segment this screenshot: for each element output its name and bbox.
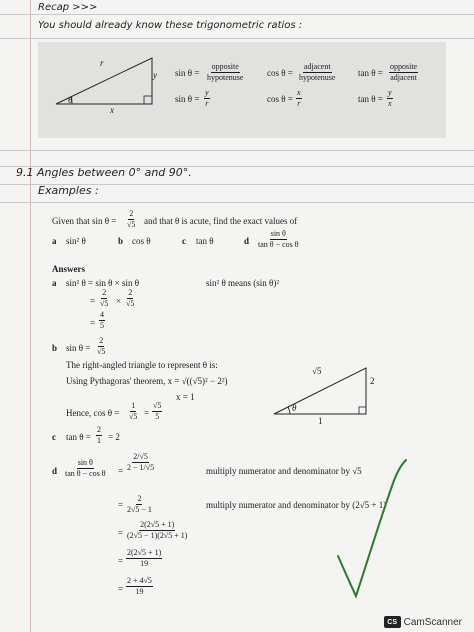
ratio-tan-fraction: opposite adjacent [390,62,418,82]
answer-c-result: = 2 [108,432,120,442]
question-sin-fraction: $\frac{2}{√5}$ [127,209,136,229]
answer-b-frac3: $\frac{√5}{5}$ [153,401,162,421]
examples-heading: Examples : [38,184,99,197]
triangle-theta-label: θ [68,95,73,105]
answer-d-step1: $\frac{2/√5}{2 - 1/√5}$ [127,452,155,472]
ruled-line [0,38,474,39]
ratio-cos-xy-fraction: $\frac{x}{r}$ [297,88,301,108]
answer-d-eq1: = [118,466,124,476]
triangle-y-label: y [153,70,157,80]
question-text: and that θ is acute, find the exact values of [144,216,298,226]
answer-b-eq: = [144,408,150,418]
check-mark-icon [330,456,410,606]
answer-b-frac2: $\frac{1}{√5}$ [129,401,138,421]
answer-d-eq3: = [118,528,124,538]
answer-a-letter: a [52,278,57,288]
part-b-letter: b [118,236,124,246]
part-d-fraction: $\frac{\text{sin θ}}{\text{tan θ − cos θ}}$ [258,229,299,249]
part-c-letter: c [182,236,186,246]
answer-c-frac: $\frac{2}{1}$ [97,425,101,445]
part-c-expression: tan θ [196,236,214,246]
answer-d-step5: $\frac{2 + 4√5}{19}$ [127,576,152,596]
section-heading: 9.1 Angles between 0° and 90°. [16,166,192,179]
ruled-line [0,150,474,151]
ruled-line [0,14,474,15]
answer-b-line2: The right-angled triangle to represent θ is: [66,360,218,370]
answer-d-note1: multiply numerator and denominator by √5 [206,466,362,476]
ratio-tan-xy-fraction: $\frac{y}{x}$ [388,88,392,108]
answer-b-tri-adj: 1 [318,416,323,426]
answer-d-note2: multiply numerator and denominator by (2√5 + 1) [206,500,387,510]
margin-line [30,0,31,632]
camscanner-brand: CamScanner [403,616,462,628]
ratio-cos-label: cos θ = [267,68,293,78]
answer-a-line1: sin² θ = sin θ × sin θ [66,278,140,288]
triangle-r-label: r [100,58,104,68]
answer-d-eq5: = [118,584,124,594]
ratio-sin-fraction: opposite hypotenuse [207,62,244,82]
answer-b-tri-hyp: √5 [312,366,322,376]
ratio-sin-label: sin θ = [175,68,200,78]
answer-a-frac3: $\frac{4}{5}$ [100,310,104,330]
answer-b-line3: Using Pythagoras' theorem, x = √((√5)² − 2²) [66,376,228,386]
answer-c-line: tan θ = [66,432,91,442]
answer-b-line4: x = 1 [176,392,195,402]
answer-a-frac2: $\frac{2}{√5}$ [126,288,135,308]
ruled-line [0,202,474,203]
answer-d-letter: d [52,466,58,476]
intro-heading: You should already know these trigonometric ratios : [38,20,303,31]
part-b-expression: cos θ [132,236,151,246]
answer-b-frac1: $\frac{2}{√5}$ [97,336,106,356]
answer-d-lhs: $\frac{\text{sin θ}}{\text{tan θ − cos θ}}$ [65,458,106,478]
ratio-sin-xy-fraction: $\frac{y}{r}$ [205,88,209,108]
answer-a-eq1: = [90,296,96,306]
ratio-cos-xy-label: cos θ = [267,94,293,104]
answer-d-step2: $\frac{2}{2√5 - 1}$ [127,494,152,514]
answer-a-eq2: = [90,318,96,328]
answers-heading: Answers [52,264,85,274]
answer-b-letter: b [52,343,58,353]
answer-d-eq2: = [118,500,124,510]
answer-d-step3: $\frac{2(2√5 + 1)}{(2√5 - 1)(2√5 + 1)}$ [127,520,188,540]
camscanner-watermark [384,616,462,628]
answer-d-eq4: = [118,556,124,566]
answer-b-triangle [270,360,380,432]
part-a-letter: a [52,236,57,246]
triangle-x-label: x [110,105,114,115]
ratio-tan-xy-label: tan θ = [358,94,383,104]
part-a-expression: sin² θ [66,236,86,246]
answer-b-tri-angle: θ [292,403,297,413]
answer-a-frac1: $\frac{2}{√5}$ [100,288,109,308]
answer-a-times: × [116,296,122,306]
answer-b-line5: Hence, cos θ = [66,408,120,418]
ratio-sin-xy-label: sin θ = [175,94,200,104]
answer-b-tri-opp: 2 [370,376,375,386]
recap-heading: Recap >>> [38,2,98,13]
ratio-tan-label: tan θ = [358,68,383,78]
part-d-letter: d [244,236,250,246]
answer-b-line1: sin θ = [66,343,91,353]
answer-d-step4: $\frac{2(2√5 + 1)}{19}$ [127,548,162,568]
camscanner-logo-icon: CS [384,616,401,628]
answer-a-note: sin² θ means (sin θ)² [206,278,280,288]
ratio-cos-fraction: adjacent hypotenuse [299,62,336,82]
answer-c-letter: c [52,432,56,442]
question-intro: Given that sin θ = [52,216,117,226]
